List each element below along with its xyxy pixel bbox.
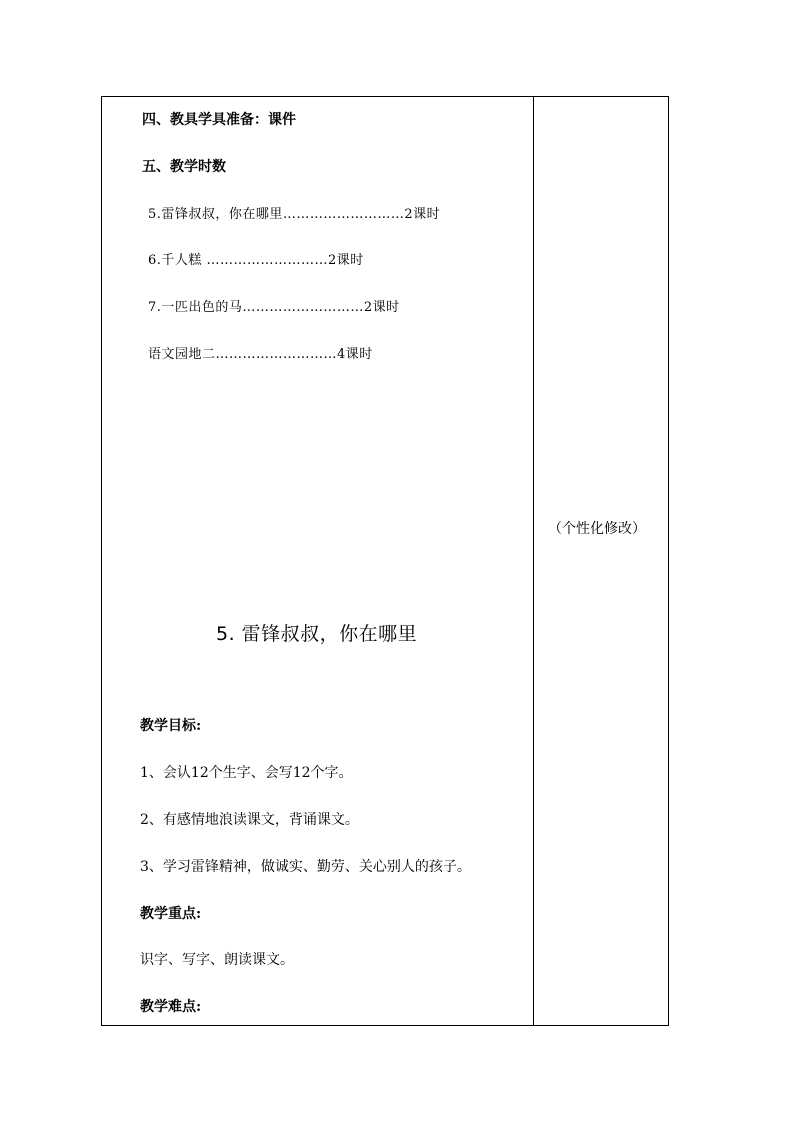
schedule-item: 6.千人糕 ………………………2课时 <box>148 253 364 268</box>
objectives-label: 教学目标: <box>140 718 202 734</box>
key-points-label: 教学重点: <box>140 906 202 922</box>
hours-heading: 五、教学时数 <box>142 159 226 175</box>
prep-heading: 四、教具学具准备：课件 <box>142 112 296 128</box>
main-content-cell <box>102 97 534 1025</box>
lesson-title: 5. 雷锋叔叔，你在哪里 <box>216 623 418 645</box>
schedule-item: 语文园地二………………………4课时 <box>148 347 373 362</box>
personalized-edit-note: （个性化修改） <box>548 521 646 537</box>
schedule-item: 7.一匹出色的马………………………2课时 <box>148 300 400 315</box>
objective-item: 1、会认12个生字、会写12个字。 <box>140 765 353 781</box>
difficulties-label: 教学难点: <box>140 999 202 1015</box>
sidebar-cell <box>534 97 668 1025</box>
objective-item: 3、学习雷锋精神，做诚实、勤劳、关心别人的孩子。 <box>140 859 471 875</box>
schedule-item: 5.雷锋叔叔，你在哪里………………………2课时 <box>148 207 441 222</box>
objective-item: 2、有感情地浪读课文，背诵课文。 <box>140 812 359 828</box>
key-points-text: 识字、写字、朗读课文。 <box>140 952 294 968</box>
lesson-plan-table <box>101 96 669 1026</box>
